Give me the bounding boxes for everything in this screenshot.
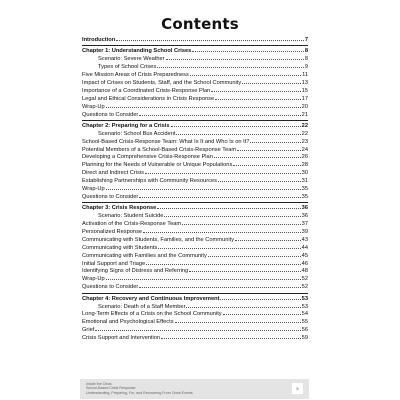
toc-entry-label: Questions to Consider (82, 111, 139, 118)
dot-leader (139, 193, 300, 198)
dot-leader (192, 47, 303, 52)
toc-entry-page: 23 (301, 138, 308, 145)
toc-entry-label: Identifying Signs of Distress and Referring (82, 268, 189, 275)
toc-entry[interactable] (82, 303, 308, 311)
toc-entry[interactable] (82, 177, 308, 185)
toc-entry-label: Crisis Support and Intervention (82, 335, 161, 342)
toc-entry[interactable] (82, 220, 308, 228)
toc-entry-page: 54 (301, 311, 308, 318)
dot-leader (164, 212, 300, 217)
toc-entry[interactable] (82, 267, 308, 275)
toc-entry-page: 28 (301, 162, 308, 169)
toc-entry-label: Communicating with Students, Families, and the Community (82, 236, 235, 243)
dot-leader (220, 295, 300, 300)
footer-text (86, 382, 193, 395)
toc-entry[interactable] (82, 111, 308, 119)
toc-entry-label: Direct and Indirect Crisis (82, 170, 144, 177)
dot-leader (182, 220, 301, 225)
dot-leader (146, 260, 300, 265)
dot-leader (106, 275, 301, 280)
toc-entry-page: 31 (301, 178, 308, 185)
toc-entry-page: 52 (301, 284, 308, 291)
toc-entry-page: 52 (301, 276, 308, 283)
toc-entry-page: 48 (301, 268, 308, 275)
toc-entry-label: School-Based Crisis-Response Team: What Is It and Who Is on It? (82, 138, 250, 145)
toc-entry[interactable] (82, 71, 308, 79)
toc-entry-page: 20 (301, 103, 308, 110)
toc-entry-page: 17 (301, 95, 308, 102)
toc-entry-label: Scenario: School Bus Accident (98, 130, 176, 137)
toc-entry[interactable] (82, 283, 308, 291)
dot-leader (215, 95, 301, 100)
dot-leader (106, 185, 301, 190)
toc-entry-page: 44 (301, 244, 308, 251)
dot-leader (218, 177, 301, 182)
dot-leader (189, 267, 300, 272)
dot-leader (250, 138, 300, 143)
dot-leader (166, 55, 304, 60)
toc-entry[interactable] (82, 212, 308, 220)
dot-leader (176, 130, 300, 135)
toc-chapter-entry[interactable] (82, 36, 308, 44)
dot-leader (175, 318, 301, 323)
page-footer (80, 379, 309, 399)
toc-entry-page: 21 (301, 111, 308, 118)
dot-leader (211, 87, 300, 92)
toc-entry[interactable] (82, 153, 308, 161)
toc-entry[interactable] (82, 334, 308, 342)
dot-leader (116, 36, 304, 41)
toc-entry[interactable] (82, 228, 308, 236)
toc-entry-label: Chapter 2: Preparing for a Crisis (82, 122, 170, 129)
toc-entry[interactable] (82, 252, 308, 260)
dot-leader (106, 103, 301, 108)
toc-entry[interactable] (82, 244, 308, 252)
dot-leader (214, 153, 301, 158)
toc-entry-page: 37 (301, 221, 308, 228)
toc-entry-page: 59 (301, 335, 308, 342)
toc-entry[interactable] (82, 95, 308, 103)
dot-leader (157, 63, 304, 68)
toc-entry[interactable] (82, 185, 308, 193)
toc-entry[interactable] (82, 79, 308, 87)
toc-entry-page: 36 (301, 205, 308, 212)
toc-chapter-entry[interactable] (82, 204, 308, 212)
toc-entry[interactable] (82, 63, 308, 71)
toc-entry-page: 30 (301, 170, 308, 177)
toc-entry-label: Scenario: Student Suicide (98, 213, 164, 220)
dot-leader (139, 111, 300, 116)
toc-entry-page: 24 (301, 146, 308, 153)
toc-entry-label: Establishing Partnerships with Community Resources (82, 178, 217, 185)
dot-leader (223, 310, 301, 315)
toc-entry-page: 36 (301, 213, 308, 220)
toc-entry-label: Legal and Ethical Considerations in Crisis Response (82, 95, 215, 102)
table-of-contents (82, 36, 308, 342)
toc-entry-page: 56 (301, 327, 308, 334)
dot-leader (190, 71, 301, 76)
section-divider (82, 45, 308, 46)
toc-entry-page: 53 (301, 303, 308, 310)
toc-entry-label: Impact of Crises on Students, Staff, and the School Community (82, 79, 242, 86)
toc-entry[interactable] (82, 169, 308, 177)
toc-entry-page: 26 (301, 154, 308, 161)
dot-leader (139, 283, 300, 288)
toc-entry-label: Communicating with Students (82, 244, 158, 251)
dot-leader (208, 252, 301, 257)
toc-entry-label: Scenario: Death of a Staff Member (98, 303, 186, 310)
dot-leader (235, 236, 301, 241)
dot-leader (233, 161, 300, 166)
toc-entry[interactable] (82, 326, 308, 334)
toc-entry[interactable] (82, 161, 308, 169)
toc-entry[interactable] (82, 318, 308, 326)
footer-line-3: Understanding, Preparing, For, and Recovering From Crisis Events (86, 390, 193, 395)
toc-entry-label: Scenario: Severe Weather (98, 56, 165, 63)
toc-entry[interactable] (82, 87, 308, 95)
toc-entry-page: 43 (301, 236, 308, 243)
dot-leader (143, 228, 301, 233)
toc-entry-page: 7 (304, 37, 308, 43)
toc-entry-page: 35 (301, 193, 308, 200)
footer-line-2: School-Based Crisis Response (86, 386, 136, 391)
toc-entry[interactable] (82, 193, 308, 201)
page-title: Contents (161, 15, 239, 33)
toc-entry-label: Importance of a Coordinated Crisis-Response Plan (82, 87, 211, 94)
dot-leader (157, 204, 300, 209)
footer-line-1: Inside the Crisis (86, 382, 112, 386)
toc-entry-page: 55 (301, 319, 308, 326)
toc-entry-label: Developing a Comprehensive Crisis-Response Plan (82, 154, 213, 161)
toc-entry-page: 22 (301, 130, 308, 137)
toc-entry-label: Communicating with Families and the Community (82, 252, 207, 259)
toc-entry-page: 8 (304, 56, 308, 63)
toc-chapter-entry[interactable] (82, 295, 308, 303)
toc-entry-page: 53 (301, 295, 308, 302)
toc-entry-label: Wrap-Up (82, 276, 105, 283)
dot-leader (242, 79, 300, 84)
toc-entry-label: Chapter 1: Understanding School Crises (82, 48, 192, 55)
toc-entry[interactable] (82, 310, 308, 318)
toc-entry-label: Five Mission Areas of Crisis Preparedness (82, 72, 189, 79)
toc-entry-page: 9 (304, 64, 308, 71)
toc-entry-label: Chapter 3: Crisis Response (82, 205, 157, 212)
toc-entry-page: 11 (302, 72, 308, 79)
toc-entry-label: Emotional and Psychological Effects (82, 319, 174, 326)
toc-entry[interactable] (82, 236, 308, 244)
toc-entry-page: 45 (301, 252, 308, 259)
dot-leader (171, 122, 301, 127)
toc-entry[interactable] (82, 146, 308, 154)
toc-entry[interactable] (82, 55, 308, 63)
toc-entry[interactable] (82, 103, 308, 111)
toc-entry-label: Chapter 4: Recovery and Continuous Improvement (82, 295, 220, 302)
toc-entry-label: Personalized Response (82, 228, 143, 235)
toc-entry-label: Wrap-Up (82, 186, 105, 193)
toc-entry-label: Long-Term Effects of a Crisis on the School Community (82, 311, 222, 318)
dot-leader (145, 169, 301, 174)
dot-leader (158, 244, 300, 249)
section-divider (82, 202, 308, 203)
toc-entry-page: 22 (301, 122, 308, 129)
toc-entry-page: 46 (301, 260, 308, 267)
toc-entry-page: 35 (301, 186, 308, 193)
toc-entry-page: 15 (301, 87, 308, 94)
toc-entry-page: 39 (301, 228, 308, 235)
toc-entry-label: Introduction (82, 37, 116, 43)
dot-leader (186, 303, 300, 308)
dot-leader (95, 326, 300, 331)
toc-entry-label: Activation of the Crisis-Response Team (82, 221, 182, 228)
section-divider (82, 120, 308, 121)
toc-entry-label: Planning for the Needs of Vulnerable or Unique Populations (82, 162, 233, 169)
section-divider (82, 293, 308, 294)
toc-chapter-entry[interactable] (82, 47, 308, 55)
dot-leader (237, 146, 301, 151)
toc-entry-label: Questions to Consider (82, 193, 139, 200)
toc-entry[interactable] (82, 275, 308, 283)
toc-entry-label: Wrap-Up (82, 103, 105, 110)
toc-chapter-entry[interactable] (82, 122, 308, 130)
toc-entry-page: 13 (301, 79, 308, 86)
dot-leader (161, 334, 301, 339)
toc-entry-label: Grief (82, 327, 95, 334)
toc-entry-label: Questions to Consider (82, 284, 139, 291)
toc-entry[interactable] (82, 130, 308, 138)
page-number: 5 (292, 383, 303, 394)
toc-entry[interactable] (82, 260, 308, 268)
toc-entry-label: Potential Members of a School-Based Crisis-Response Team (82, 146, 237, 153)
toc-entry-label: Types of School Crises (98, 64, 157, 71)
toc-entry-label: Initial Support and Triage (82, 260, 146, 267)
toc-entry-page: 8 (304, 48, 308, 55)
toc-entry[interactable] (82, 138, 308, 146)
